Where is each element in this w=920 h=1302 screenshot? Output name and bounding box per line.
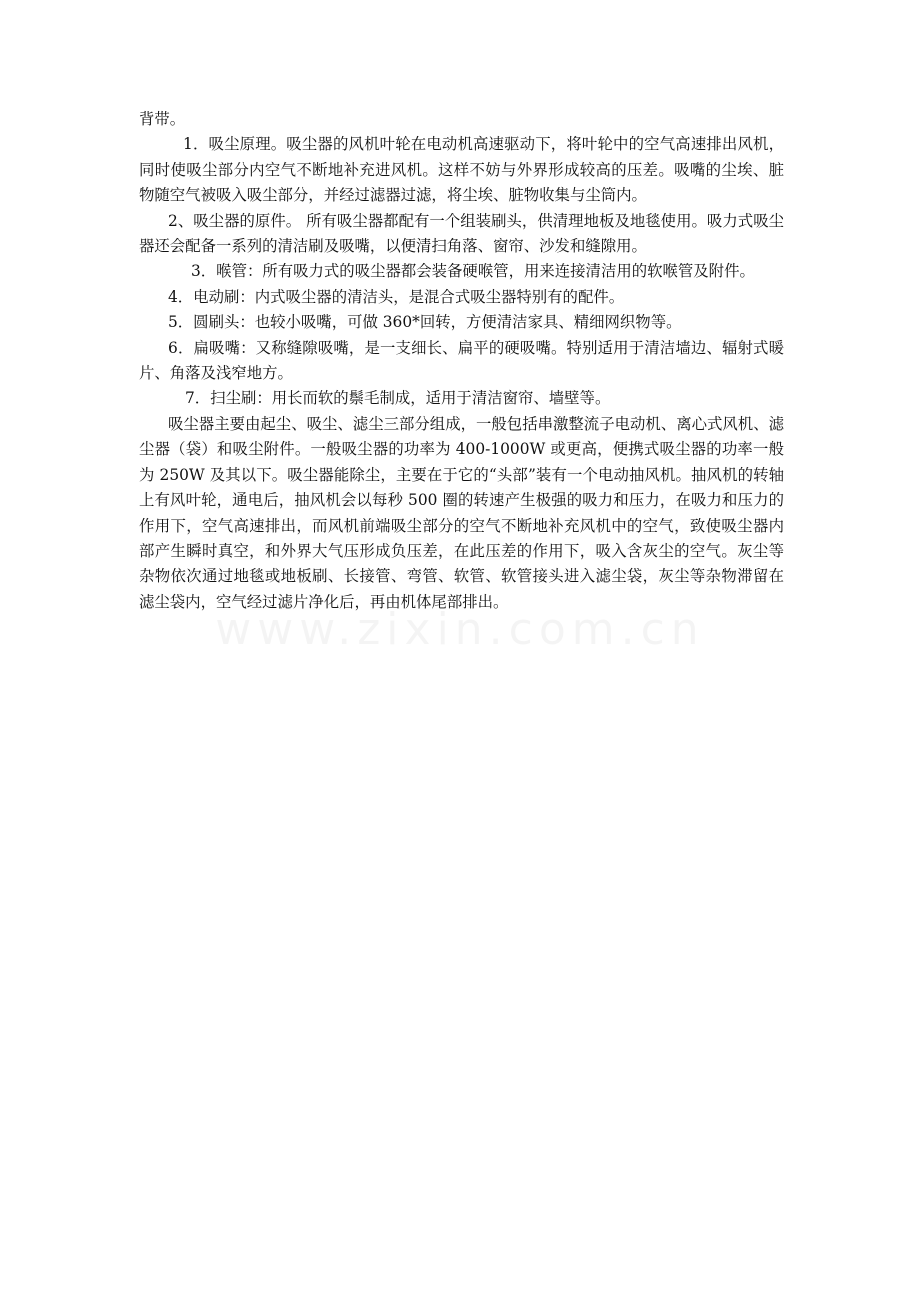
document-body — [139, 107, 784, 615]
paragraph-item-7: 7．扫尘刷：用长而软的鬃毛制成，适用于清洁窗帘、墙壁等。 — [185, 389, 611, 408]
paragraph-continuation: 背带。 — [139, 110, 186, 128]
paragraph-item-1: 1．吸尘原理。吸尘器的风机叶轮在电动机高速驱动下，将叶轮中的空气高速排出风机，同时使吸尘部分内空气不断地补充进风机。这样不妨与外界形成较高的压差。吸嘴的尘埃、脏物随空气被吸入吸尘部分，并经过滤器过滤，将尘埃、脏物收集与尘筒内。 — [139, 135, 784, 205]
paragraph-item-3: 3．喉管：所有吸力式的吸尘器都会装备硬喉管，用来连接清洁用的软喉管及附件。 — [191, 262, 755, 281]
paragraph-item-6: 6．扁吸嘴：又称缝隙吸嘴，是一支细长、扁平的硬吸嘴。特别适用于清洁墙边、辐射式暖片、角落及浅窄地方。 — [139, 338, 784, 383]
paragraph-summary: 吸尘器主要由起尘、吸尘、滤尘三部分组成，一般包括串激整流子电动机、离心式风机、滤尘器（袋）和吸尘附件。一般吸尘器的功率为 400-1000W 或更高，便携式吸尘器的功率一般为 250W 及其以下。吸尘器能除尘，主要在于它的“头部”装有一个电动抽风机。抽风机的转轴上有风叶轮，通电后，抽风机会以每秒 500 圈的转速产生极强的吸力和压力，在吸力和压力的作用下，空气高速排出，而风机前端吸尘部分的空气不断地补充风机中的空气，致使吸尘器内部产生瞬时真空，和外界大气压形成负压差，在此压差的作用下，吸入含灰尘的空气。灰尘等杂物依次通过地毯或地板刷、长接管、弯管、软管、软管接头进入滤尘袋，灰尘等杂物滞留在滤尘袋内，空气经过滤片净化后，再由机体尾部排出。 — [139, 414, 784, 611]
paragraph-item-2: 2、吸尘器的原件。 所有吸尘器都配有一个组装刷头，供清理地板及地毯使用。吸力式吸尘器还会配备一系列的清洁刷及吸嘴，以便清扫角落、窗帘、沙发和缝隙用。 — [139, 211, 784, 256]
paragraph-item-5: 5．圆刷头：也较小吸嘴，可做 360*回转，方便清洁家具、精细网织物等。 — [168, 313, 682, 332]
paragraph-item-4: 4．电动刷：内式吸尘器的清洁头，是混合式吸尘器特别有的配件。 — [168, 287, 625, 306]
